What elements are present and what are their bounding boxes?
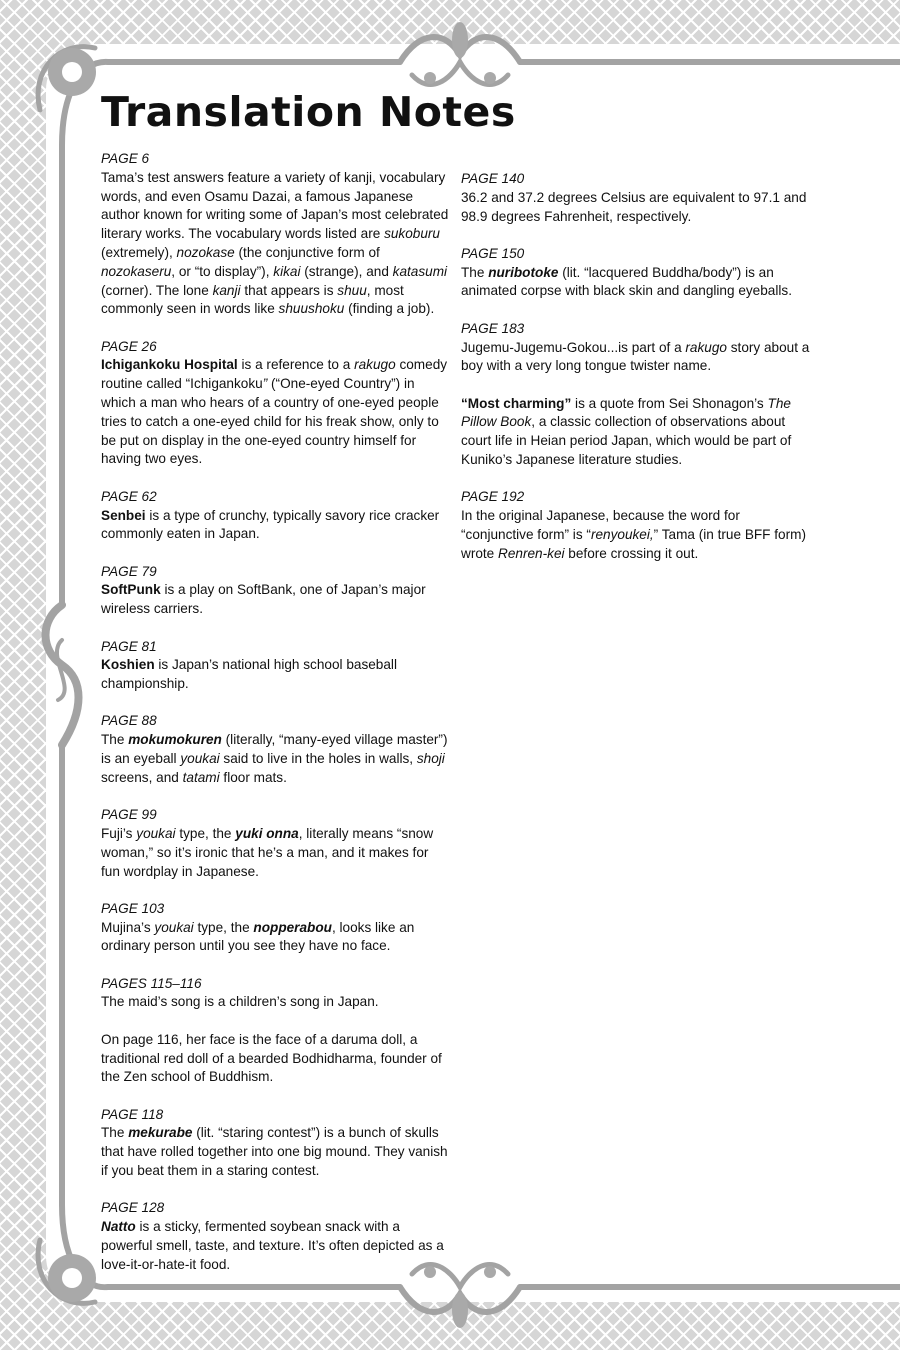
text-run: said to live in the holes in walls, [219, 751, 417, 767]
highlighted-term: yuki onna [235, 825, 299, 841]
text-run: , a classic collection of observations about court life in Heian period Japan, which would be part of Kuniko’s Japanese literature studies. [461, 414, 792, 468]
text-run: , literally means “snow woman,” so it’s ironic that he’s a man, and it makes for fun wordplay in Japanese. [101, 825, 434, 879]
note-text [101, 1218, 451, 1274]
page-reference: PAGE 88 [101, 713, 157, 729]
page-reference: PAGE 79 [101, 563, 157, 579]
italic-term: shoji [416, 751, 445, 767]
text-run: (lit. “staring contest”) is a bunch of skulls that have rolled together into one big mound. They vanish if you beat them in a staring contest. [101, 1125, 448, 1179]
highlighted-term: Natto [101, 1219, 136, 1235]
text-run: , or “to display”), [171, 263, 274, 279]
translation-note [101, 712, 451, 787]
page-reference: PAGE 81 [101, 638, 157, 654]
text-run: The [461, 264, 489, 280]
highlighted-term: “Most charming” [461, 395, 572, 411]
italic-term: youkai [154, 919, 194, 935]
translation-note [101, 488, 451, 544]
italic-term: kikai [273, 263, 301, 279]
page-reference: PAGE 128 [101, 1200, 165, 1216]
text-run: is a sticky, fermented soybean snack with a powerful smell, taste, and texture. It’s often depicted as a love-it-or-hate-it food. [101, 1219, 444, 1272]
highlighted-term: nuribotoke [488, 264, 559, 280]
translation-note [101, 1031, 451, 1087]
page-reference: PAGE 192 [461, 489, 525, 505]
text-run: The maid’s song is a children’s song in Japan. [101, 994, 379, 1010]
page-title: Translation Notes [101, 88, 516, 136]
text-run: before crossing it out. [564, 545, 699, 561]
note-text [101, 656, 451, 694]
note-text [461, 189, 813, 227]
translation-note [101, 975, 451, 1013]
text-run: , looks like an ordinary person until you see they have no face. [101, 919, 415, 954]
page-reference: PAGE 140 [461, 171, 525, 186]
page-reference: PAGE 99 [101, 807, 157, 823]
italic-term: rakugo [354, 357, 396, 373]
italic-term: rakugo [685, 339, 727, 355]
italic-term: tatami [182, 769, 220, 785]
text-run: Jugemu-Jugemu-Gokou...is part of a [461, 339, 686, 355]
text-run: is a reference to a [237, 357, 355, 373]
translation-note [461, 320, 813, 376]
note-text [101, 507, 451, 545]
translation-note [101, 338, 451, 470]
italic-term: nozokase [176, 244, 235, 260]
page-reference: PAGE 26 [101, 338, 157, 354]
note-text [101, 1124, 451, 1180]
translation-note [101, 563, 451, 619]
text-run: (lit. “lacquered Buddha/body”) is an animated corpse with black skin and dangling eyeballs. [461, 264, 792, 299]
page-reference: PAGE 62 [101, 488, 157, 504]
italic-term: youkai [180, 751, 220, 767]
translation-note [461, 245, 813, 301]
highlighted-term: Koshien [101, 657, 155, 673]
note-text [101, 169, 451, 319]
text-run: floor mats. [219, 769, 287, 785]
text-run: The [101, 1125, 129, 1141]
highlighted-term: SoftPunk [101, 582, 161, 598]
page-reference: PAGES 115–116 [101, 975, 202, 991]
text-run: (strange), and [300, 263, 393, 279]
italic-term: The Pillow Book [461, 395, 791, 430]
note-text [101, 825, 451, 881]
note-text [461, 395, 813, 470]
text-run: On page 116, her face is the face of a daruma doll, a traditional red doll of a bearded Bodhidharma, founder of the Zen school of Buddhism. [101, 1031, 442, 1085]
italic-term: Renren-kei [498, 545, 565, 561]
highlighted-term: mekurabe [128, 1125, 193, 1141]
text-run: In the original Japanese, because the word for “conjunctive form” is “ [461, 508, 740, 542]
translation-note [101, 806, 451, 881]
highlighted-term: mokumokuren [128, 732, 222, 748]
text-run: Fuji’s [101, 825, 137, 841]
translation-note [101, 150, 451, 319]
highlighted-term: nopperabou [253, 919, 332, 935]
text-run: is Japan’s national high school baseball championship. [101, 657, 397, 692]
notes-column-right [461, 170, 813, 582]
italic-term: katasumi [392, 263, 448, 279]
text-run: , most commonly seen in words like [101, 282, 404, 317]
italic-term: kanji [212, 282, 241, 298]
highlighted-term: Senbei [101, 507, 146, 523]
italic-term: shuushoku [278, 301, 345, 317]
note-text [101, 993, 451, 1012]
text-run: is a quote from Sei Shonagon’s [571, 395, 768, 411]
italic-term: shuu [337, 282, 367, 298]
note-text [101, 1031, 451, 1087]
note-text [101, 731, 451, 787]
translation-note [461, 488, 813, 563]
translation-note [101, 1106, 451, 1181]
page-reference: PAGE 6 [101, 151, 150, 166]
text-run: that appears is [240, 282, 338, 298]
translation-note [101, 1199, 451, 1274]
note-text [101, 581, 451, 619]
text-run: (the conjunctive form of [234, 244, 380, 260]
text-run: is a play on SoftBank, one of Japan’s major wireless carriers. [101, 582, 426, 617]
note-text [461, 264, 813, 302]
text-run: The [101, 732, 129, 748]
text-run: is a type of crunchy, typically savory rice cracker commonly eaten in Japan. [101, 507, 440, 542]
translation-note [101, 638, 451, 694]
italic-term: nozokaseru [101, 263, 172, 279]
highlighted-term: Ichigankoku Hospital [101, 357, 238, 373]
text-run: (literally, “many-eyed village master”) is an eyeball [101, 732, 448, 767]
translation-note [101, 900, 451, 956]
italic-term: renyoukei, [590, 526, 654, 542]
page-reference: PAGE 150 [461, 245, 525, 261]
text-run: (finding a job). [344, 301, 435, 317]
page-reference: PAGE 103 [101, 900, 165, 916]
text-run: (corner). The lone [101, 282, 213, 298]
page-reference: PAGE 118 [101, 1106, 164, 1122]
note-text [461, 507, 813, 563]
text-run: type, the [193, 919, 254, 935]
italic-term: ” [262, 376, 268, 392]
text-run: Mujina’s [101, 919, 155, 935]
text-run: ” Tama (in true BFF form) wrote [461, 526, 806, 561]
translation-note [461, 395, 813, 470]
text-run: comedy routine called “Ichigankoku [101, 357, 448, 392]
page-reference: PAGE 183 [461, 320, 525, 336]
note-text [101, 919, 451, 957]
text-run: screens, and [101, 769, 183, 785]
text-run: Tama’s test answers feature a variety of kanji, vocabulary words, and even Osamu Dazai, a famous Japanese author known for writing some of Japan’s most celebrated literary works. The vocabulary words listed are [101, 169, 449, 242]
text-run: type, the [175, 825, 236, 841]
text-run: (extremely), [101, 244, 177, 260]
translation-note [461, 170, 813, 226]
italic-term: sukoburu [384, 226, 440, 242]
note-text [101, 356, 451, 469]
text-run: 36.2 and 37.2 degrees Celsius are equivalent to 97.1 and 98.9 degrees Fahrenheit, respectively. [461, 189, 807, 224]
text-run: story about a boy with a very long tongue twister name. [461, 339, 810, 374]
note-text [461, 339, 813, 377]
text-run: (“One-eyed Country”) in which a man who hears of a country of one-eyed people tries to catch a one-eyed child for his freak show, only to be put on display in the one-eyed country himself for having two eyes. [101, 376, 439, 467]
notes-column-left [101, 150, 451, 1293]
italic-term: youkai [136, 825, 176, 841]
